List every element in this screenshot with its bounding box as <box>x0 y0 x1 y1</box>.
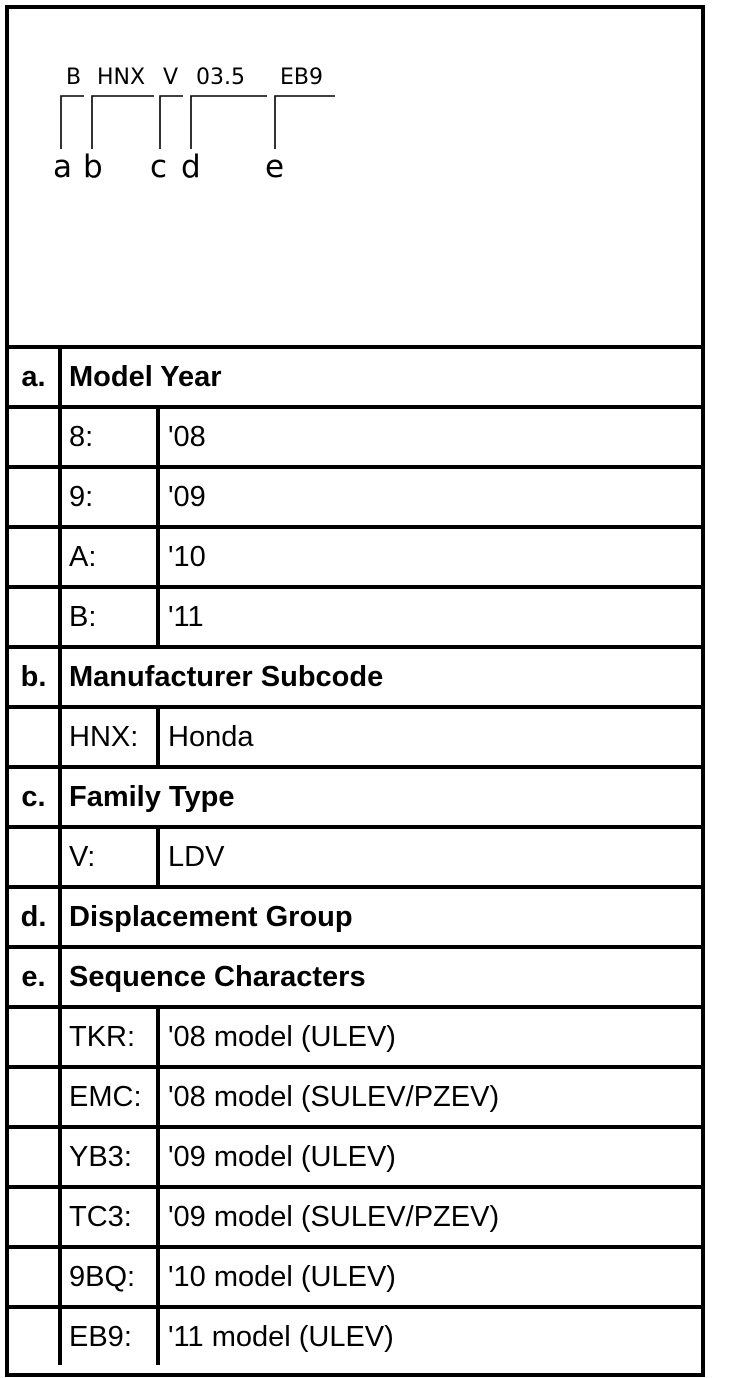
row-indent-cell <box>9 469 62 525</box>
marker-c: c <box>150 149 168 185</box>
section-header-family-type <box>9 765 701 825</box>
code-part-manufacturer: HNX <box>97 65 146 90</box>
table-row <box>9 1005 701 1065</box>
code-part-sequence: EB9 <box>280 65 323 90</box>
row-code: HNX: <box>62 709 160 765</box>
row-meaning: LDV <box>168 841 225 873</box>
row-code: TKR: <box>62 1009 160 1065</box>
code-table-frame <box>5 5 705 1377</box>
code-breakdown-svg <box>9 9 701 345</box>
row-indent-cell <box>9 829 62 885</box>
row-code: TC3: <box>62 1189 160 1245</box>
row-meaning: '10 model (ULEV) <box>168 1261 396 1293</box>
row-code: A: <box>62 529 160 585</box>
row-meaning: Honda <box>168 721 254 753</box>
marker-a: a <box>53 149 72 185</box>
row-meaning: '09 model (ULEV) <box>168 1141 396 1173</box>
section-title: Displacement Group <box>69 901 353 933</box>
row-code: 8: <box>62 409 160 465</box>
bracket-c <box>160 96 183 149</box>
row-indent-cell <box>9 709 62 765</box>
row-code: EB9: <box>62 1309 160 1365</box>
row-indent-cell <box>9 409 62 465</box>
table-row <box>9 1305 701 1365</box>
section-title: Family Type <box>69 781 235 813</box>
bracket-b <box>92 96 154 149</box>
marker-b: b <box>83 149 103 185</box>
row-meaning: '11 <box>168 601 204 633</box>
row-meaning: '10 <box>168 541 206 573</box>
table-row <box>9 525 701 585</box>
row-code: YB3: <box>62 1129 160 1185</box>
table-row <box>9 405 701 465</box>
row-meaning: '08 model (ULEV) <box>168 1021 396 1053</box>
row-indent-cell <box>9 1309 62 1365</box>
row-indent-cell <box>9 1129 62 1185</box>
bracket-lines <box>61 96 335 149</box>
section-letter: d. <box>9 889 62 945</box>
table-row <box>9 1125 701 1185</box>
row-meaning: '09 model (SULEV/PZEV) <box>168 1201 500 1233</box>
code-breakdown-diagram <box>9 9 701 345</box>
row-meaning: '11 model (ULEV) <box>168 1321 394 1353</box>
code-part-displacement: 03.5 <box>196 65 245 90</box>
row-indent-cell <box>9 589 62 645</box>
row-meaning: '09 <box>168 481 206 513</box>
row-indent-cell <box>9 1009 62 1065</box>
row-code: 9: <box>62 469 160 525</box>
row-indent-cell <box>9 529 62 585</box>
section-title: Model Year <box>69 361 222 393</box>
row-meaning: '08 <box>168 421 206 453</box>
row-code: 9BQ: <box>62 1249 160 1305</box>
marker-e: e <box>265 149 285 185</box>
section-letter: b. <box>9 649 62 705</box>
section-header-sequence-characters <box>9 945 701 1005</box>
bracket-e <box>275 96 335 149</box>
section-title: Sequence Characters <box>69 961 366 993</box>
code-part-model-year: B <box>66 65 82 90</box>
table-row <box>9 465 701 525</box>
section-letter: c. <box>9 769 62 825</box>
section-header-displacement-group <box>9 885 701 945</box>
marker-d: d <box>181 149 201 185</box>
row-indent-cell <box>9 1249 62 1305</box>
table-row <box>9 1185 701 1245</box>
table-row <box>9 1245 701 1305</box>
bracket-a <box>61 96 84 149</box>
row-indent-cell <box>9 1189 62 1245</box>
section-letter: a. <box>9 349 62 405</box>
section-header-manufacturer-subcode <box>9 645 701 705</box>
table-row <box>9 1065 701 1125</box>
row-code: B: <box>62 589 160 645</box>
section-title: Manufacturer Subcode <box>69 661 384 693</box>
row-code: EMC: <box>62 1069 160 1125</box>
code-part-family-type: V <box>163 65 179 90</box>
table-row <box>9 825 701 885</box>
row-meaning: '08 model (SULEV/PZEV) <box>168 1081 500 1113</box>
table-row <box>9 585 701 645</box>
row-indent-cell <box>9 1069 62 1125</box>
section-letter: e. <box>9 949 62 1005</box>
section-header-model-year <box>9 345 701 405</box>
row-code: V: <box>62 829 160 885</box>
bracket-d <box>191 96 267 149</box>
table-row <box>9 705 701 765</box>
